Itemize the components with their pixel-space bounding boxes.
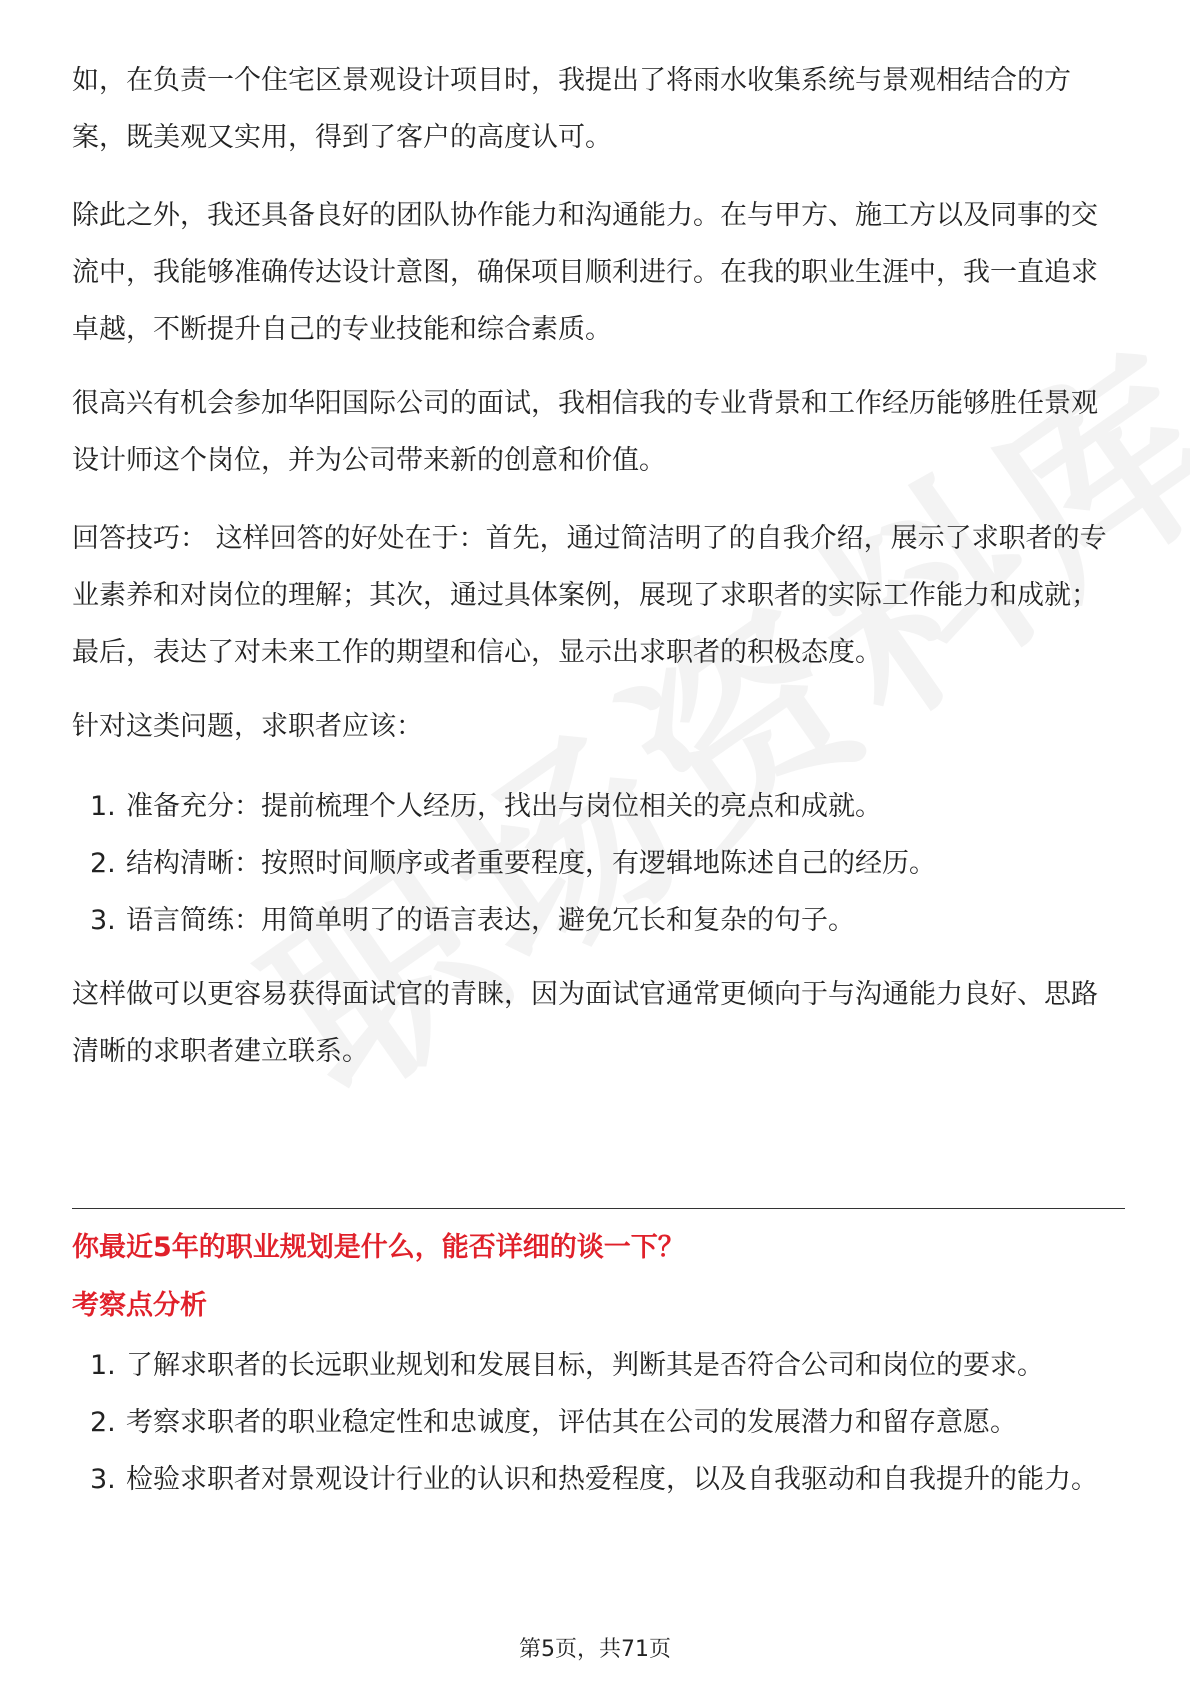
list-number: 1. <box>90 1350 116 1381</box>
list-number: 3. <box>90 1464 116 1495</box>
list-number: 2. <box>90 848 116 879</box>
list-item <box>72 835 1122 892</box>
list-number: 2. <box>90 1407 116 1438</box>
list-item <box>72 892 1122 949</box>
list-item <box>72 1337 1122 1394</box>
list-number: 1. <box>90 791 116 822</box>
list-number: 3. <box>90 905 116 936</box>
list-item <box>72 1451 1122 1508</box>
advice-list <box>72 778 1122 949</box>
list-item <box>72 778 1122 835</box>
list-text: 了解求职者的长远职业规划和发展目标，判断其是否符合公司和岗位的要求。 <box>126 1350 1044 1381</box>
list-item <box>72 1394 1122 1451</box>
analysis-heading: 考察点分析 <box>72 1290 207 1321</box>
list-text: 检验求职者对景观设计行业的认识和热爱程度，以及自我驱动和自我提升的能力。 <box>126 1464 1098 1495</box>
list-text: 准备充分：提前梳理个人经历，找出与岗位相关的亮点和成就。 <box>126 791 882 822</box>
paragraph-example: 如，在负责一个住宅区景观设计项目时，我提出了将雨水收集系统与景观相结合的方案，既美观又实用，得到了客户的高度认可。 <box>72 65 1071 153</box>
list-text: 语言简练：用简单明了的语言表达，避免冗长和复杂的句子。 <box>126 905 855 936</box>
page-footer: 第5页，共71页 <box>519 1637 671 1662</box>
list-text: 考察求职者的职业稳定性和忠诚度，评估其在公司的发展潜力和留存意愿。 <box>126 1407 1017 1438</box>
question-heading: 你最近5年的职业规划是什么，能否详细的谈一下？ <box>72 1232 685 1263</box>
paragraph-answer-tips: 回答技巧： 这样回答的好处在于：首先，通过简洁明了的自我介绍，展示了求职者的专业素养和对岗位的理解；其次，通过具体案例，展现了求职者的实际工作能力和成就；最后，表达了对未来工作的期望和信心，显示出求职者的积极态度。 <box>72 523 1107 668</box>
paragraph-closing: 这样做可以更容易获得面试官的青睐，因为面试官通常更倾向于与沟通能力良好、思路清晰的求职者建立联系。 <box>72 979 1098 1067</box>
section-divider <box>72 1208 1125 1209</box>
paragraph-teamwork: 除此之外，我还具备良好的团队协作能力和沟通能力。在与甲方、施工方以及同事的交流中，我能够准确传达设计意图，确保项目顺利进行。在我的职业生涯中，我一直追求卓越，不断提升自己的专业技能和综合素质。 <box>72 200 1098 345</box>
paragraph-advice-intro: 针对这类问题，求职者应该： <box>72 711 423 742</box>
list-text: 结构清晰：按照时间顺序或者重要程度，有逻辑地陈述自己的经历。 <box>126 848 936 879</box>
paragraph-conclusion: 很高兴有机会参加华阳国际公司的面试，我相信我的专业背景和工作经历能够胜任景观设计师这个岗位，并为公司带来新的创意和价值。 <box>72 388 1098 476</box>
analysis-list <box>72 1337 1122 1508</box>
